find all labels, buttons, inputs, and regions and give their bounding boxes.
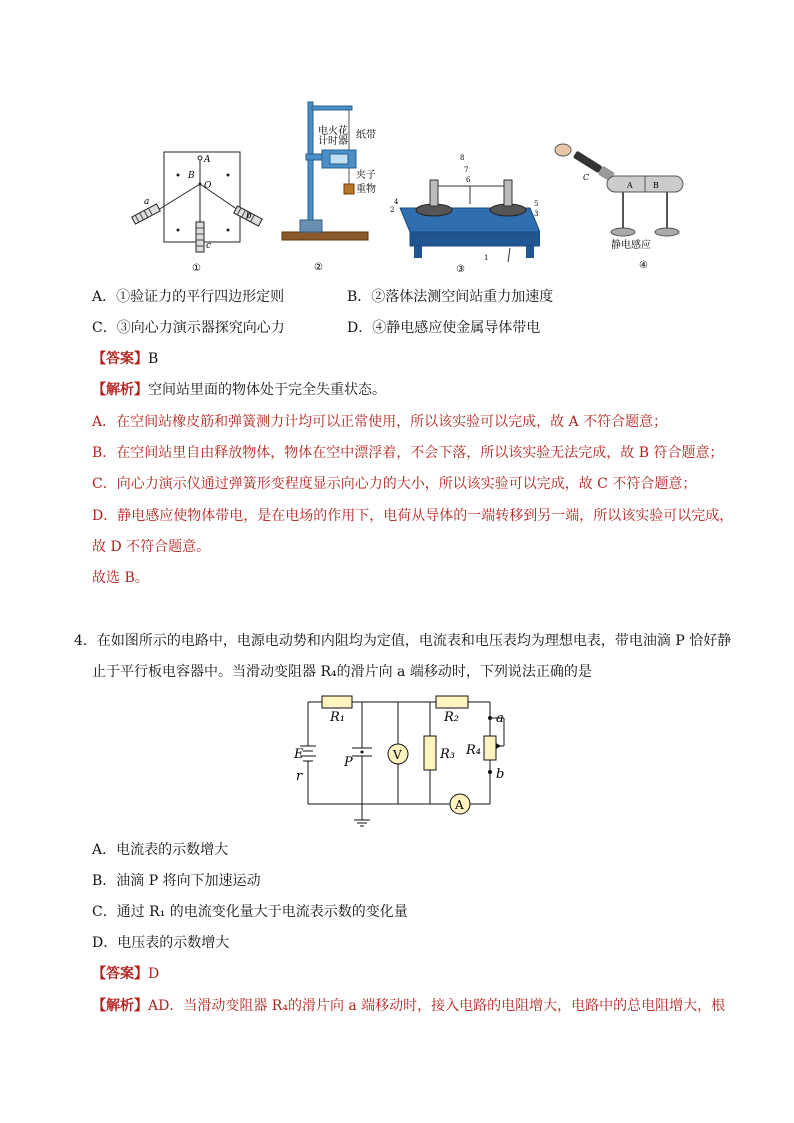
q4-answer-line — [92, 964, 159, 984]
fig4-label-c: C — [583, 173, 590, 182]
fig3-number-8: 8 — [460, 154, 465, 162]
q4-stem-text-1: 在如图所示的电路中，电源电动势和内阻均为定值，电流表和电压表均为理想电表，带电油滴 P 恰好静 — [96, 633, 732, 649]
fig2-timer-label-1: 电火花 — [318, 126, 348, 137]
figure-label-3: ③ — [456, 264, 465, 275]
voltmeter-label: V — [393, 748, 402, 762]
figure-label-4: ④ — [639, 260, 648, 271]
q3-answer: B — [148, 351, 159, 367]
fig4-label-b: B — [653, 181, 659, 190]
q4-option-b: B．油滴 P 将向下加速运动 — [92, 873, 261, 889]
q3-analysis-d: D．静电感应使物体带电，是在电场的作用下，电荷从导体的一端转移到另一端，所以该实验可以完成， — [92, 508, 734, 524]
q4-option-d: D．电压表的示数增大 — [92, 935, 230, 951]
q3-analysis-intro: 空间站里面的物体处于完全失重状态。 — [148, 382, 386, 398]
fig3-number-1: 1 — [484, 254, 489, 262]
fig1-label-o: O — [204, 181, 212, 191]
q3-option-b: B．②落体法测空间站重力加速度 — [347, 289, 554, 305]
figure-3-centripetal-demonstrator — [390, 152, 540, 277]
q3-option-c: C．③向心力演示器探究向心力 — [92, 320, 285, 336]
q3-analysis-d-cont: 故 D 不符合题意。 — [92, 539, 211, 555]
circuit-label-r1: R₁ — [330, 710, 345, 725]
circuit-label-p: P — [344, 755, 353, 770]
q4-stem-line-1 — [74, 631, 731, 651]
q3-analysis-label: 【解析】 — [92, 382, 148, 398]
fig3-number-5: 5 — [534, 200, 539, 208]
fig3-number-3: 3 — [534, 210, 539, 218]
q4-option-c: C．通过 R₁ 的电流变化量大于电流表示数的变化量 — [92, 904, 408, 920]
q3-analysis-a: A．在空间站橡皮筋和弹簧测力计均可以正常使用，所以该实验可以完成，故 A 不符合题意； — [92, 414, 668, 430]
circuit-label-r4: R₄ — [466, 743, 481, 758]
fig2-tape-label: 纸带 — [356, 130, 376, 141]
fig2-weight-label: 重物 — [356, 184, 376, 195]
fig3-number-6: 6 — [466, 176, 471, 184]
q3-conclusion: 故选 B。 — [92, 570, 149, 586]
figure-label-2: ② — [314, 262, 323, 273]
fig1-label-b: b — [246, 211, 252, 221]
q4-answer-label: 【答案】 — [92, 966, 148, 982]
fig3-number-4: 4 — [394, 198, 399, 206]
fig1-label-b-point: B — [188, 171, 195, 181]
figure-1-parallelogram-rule — [128, 150, 278, 275]
figure-label-1: ① — [192, 263, 201, 274]
ammeter-label: A — [455, 798, 464, 812]
fig1-label-c: c — [206, 241, 212, 251]
q4-analysis-text: AD．当滑动变阻器 R₄的滑片向 a 端移动时，接入电路的电阻增大，电路中的总电阻增大，根 — [148, 998, 726, 1014]
circuit-label-r2: R₂ — [444, 710, 459, 725]
q3-analysis-intro-line — [92, 380, 386, 400]
circuit-label-b: b — [496, 767, 505, 782]
q4-stem-line-2: 止于平行板电容器中。当滑动变阻器 R₄的滑片向 a 端移动时，下列说法正确的是 — [92, 664, 592, 680]
fig1-label-a-point: A — [204, 155, 211, 165]
q4-number: 4． — [74, 633, 97, 649]
q3-analysis-c: C．向心力演示仪通过弹簧形变程度显示向心力的大小，所以该实验可以完成，故 C 不符合题意； — [92, 476, 697, 492]
q3-analysis-b: B．在空间站里自由释放物体，物体在空中漂浮着，不会下落，所以该实验无法完成，故 B 符合题意； — [92, 445, 724, 461]
q3-answer-line — [92, 349, 158, 369]
q4-answer: D — [148, 966, 160, 982]
circuit-label-e: E — [294, 747, 304, 762]
q4-circuit-diagram — [290, 692, 530, 828]
circuit-label-a: a — [496, 711, 504, 726]
q3-option-d: D．④静电感应使金属导体带电 — [347, 320, 541, 336]
circuit-label-r: r — [296, 769, 303, 784]
q4-analysis-label: 【解析】 — [92, 998, 148, 1014]
circuit-label-r3: R₃ — [440, 747, 455, 762]
fig3-number-2: 2 — [390, 206, 395, 214]
fig2-clip-label: 夹子 — [356, 170, 376, 181]
q3-answer-label: 【答案】 — [92, 351, 148, 367]
figure-2-free-fall — [278, 98, 388, 276]
fig4-label-a: A — [627, 181, 633, 190]
fig2-timer-label-2: 计时器 — [318, 136, 348, 147]
fig4-caption: 静电感应 — [611, 240, 651, 251]
q4-analysis-line — [92, 996, 725, 1016]
q3-option-a: A．①验证力的平行四边形定则 — [92, 289, 285, 305]
q4-option-a: A．电流表的示数增大 — [92, 842, 229, 858]
fig1-label-a: a — [144, 197, 150, 207]
figure-4-electrostatic-induction — [545, 132, 695, 272]
fig3-number-7: 7 — [464, 166, 469, 174]
